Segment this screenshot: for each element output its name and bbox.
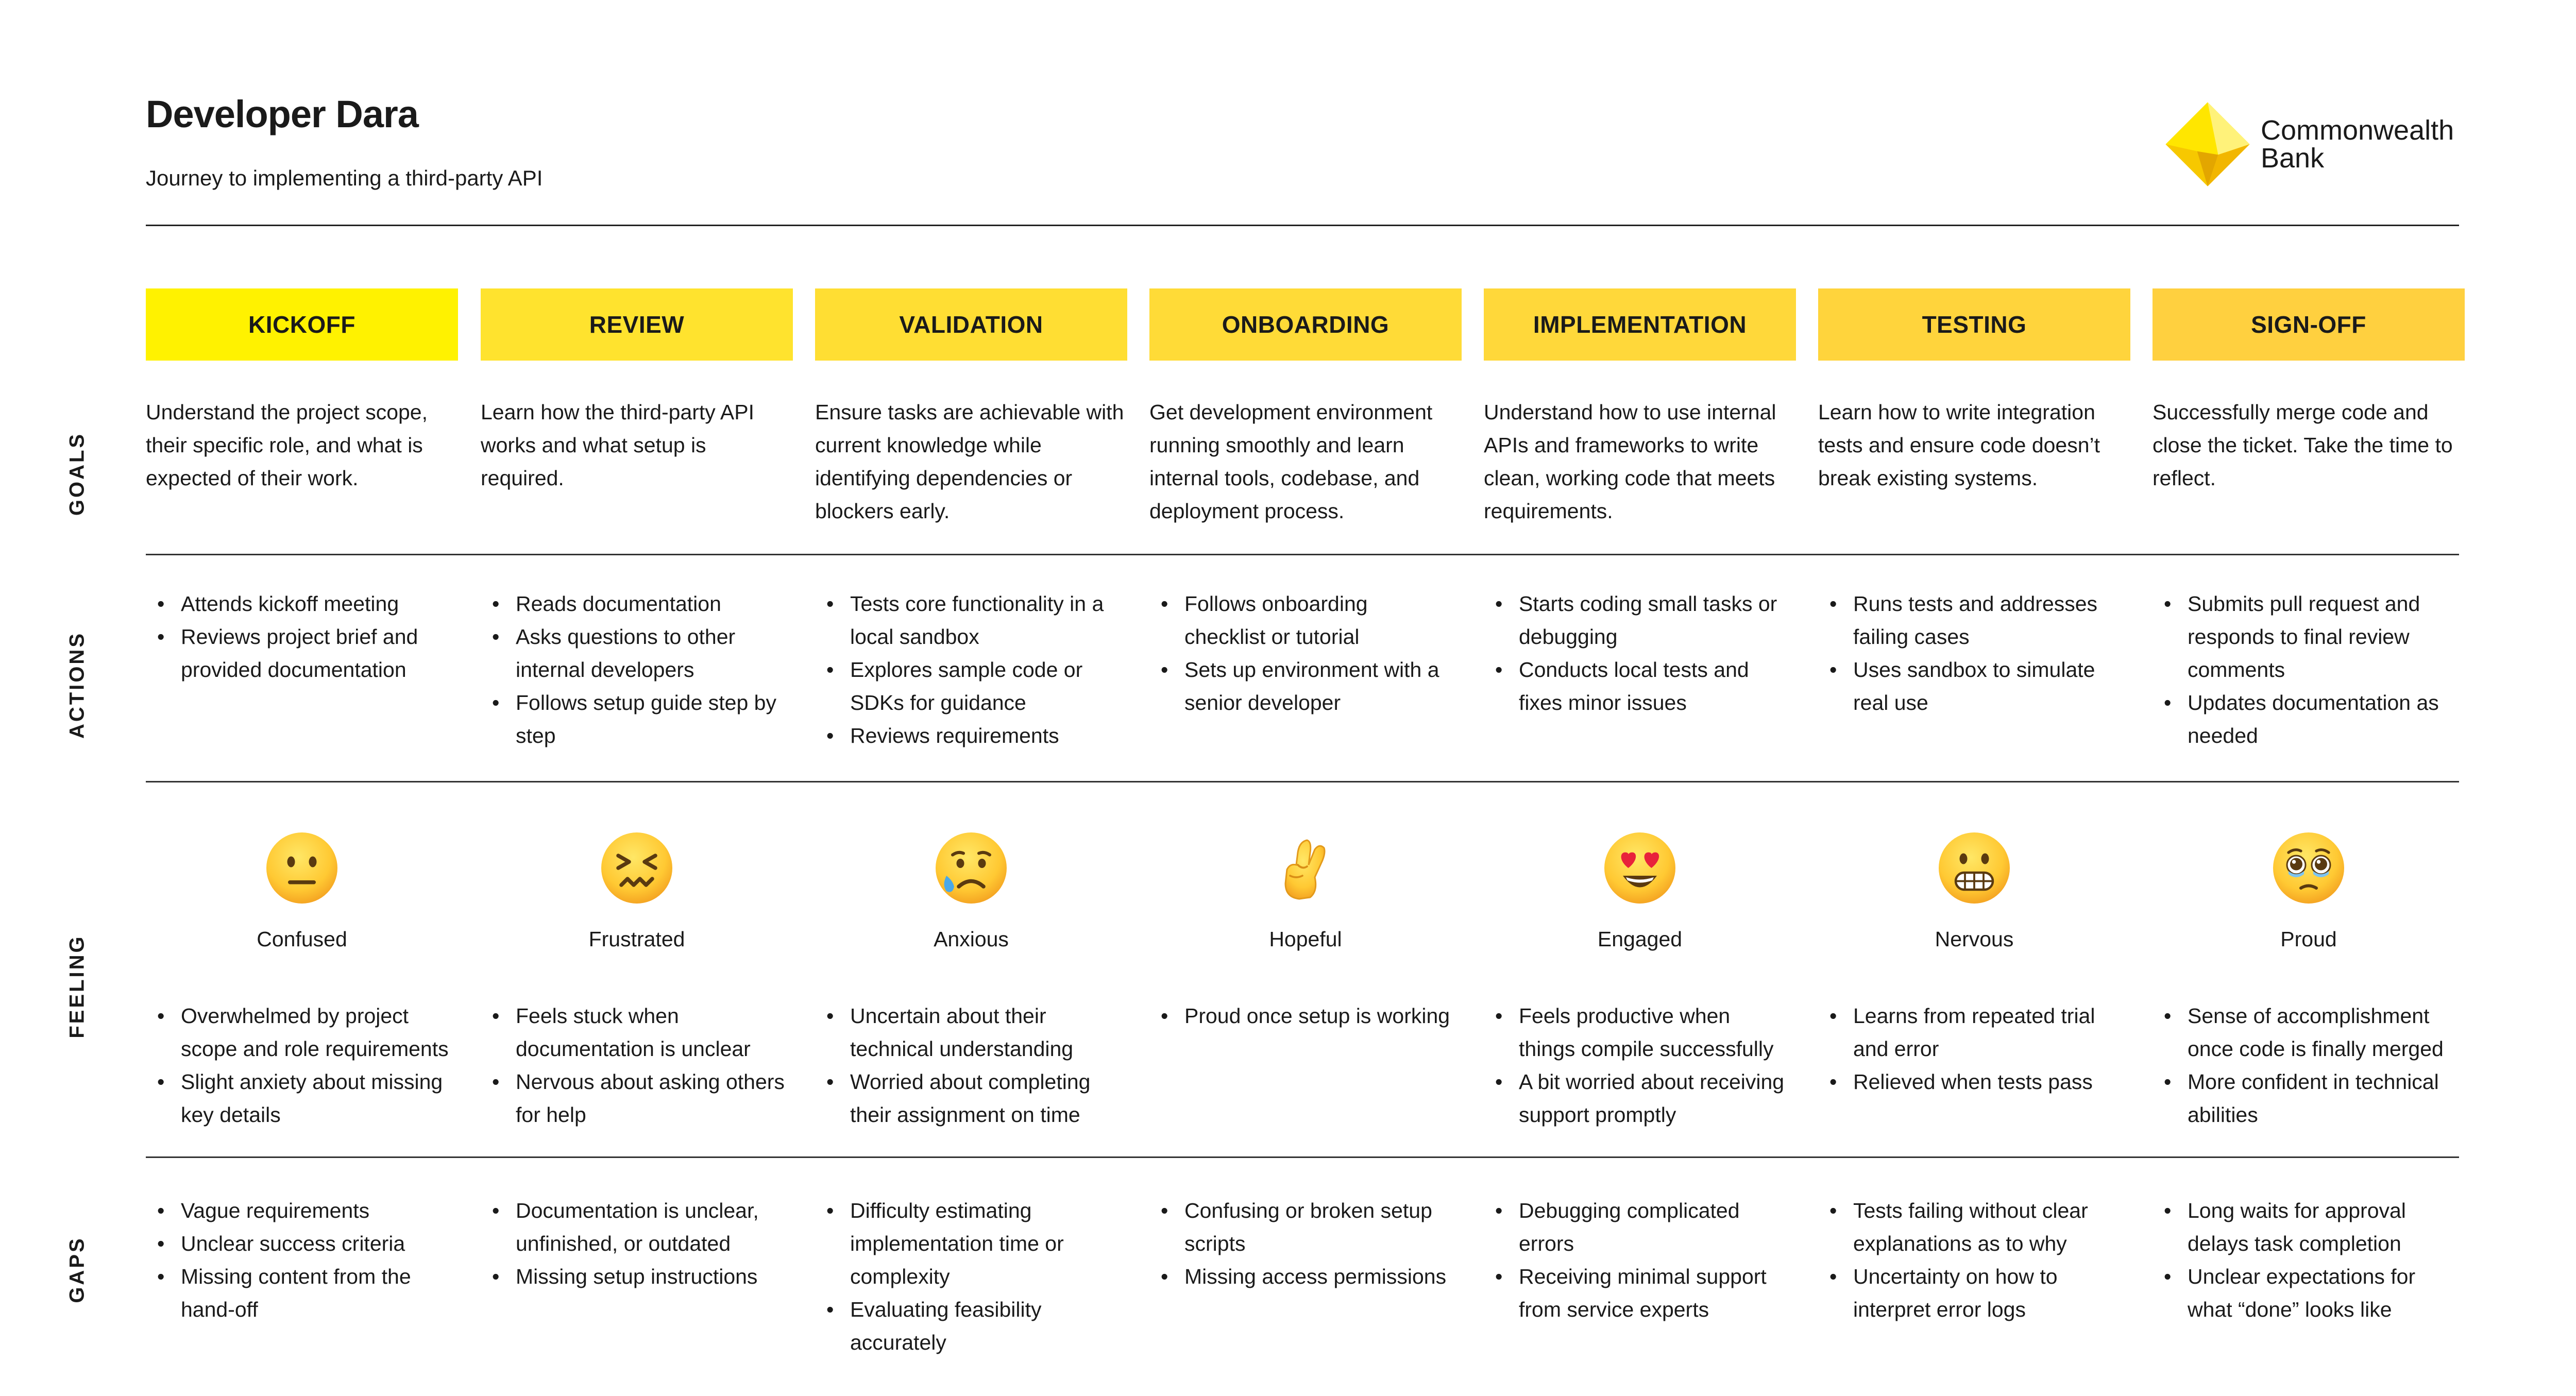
feeling-notes-testing xyxy=(1818,999,2122,1098)
list-item: • Slight anxiety about missing key details xyxy=(146,1065,450,1131)
list-item: • Difficulty estimating implementation time or complexity xyxy=(815,1194,1119,1293)
list-item: • Uncertain about their technical understanding xyxy=(815,999,1119,1065)
list-item: • Submits pull request and responds to final review comments xyxy=(2153,587,2456,686)
actions-list-kickoff xyxy=(146,587,450,686)
gaps-list-onboarding xyxy=(1149,1194,1453,1293)
divider-goals-actions xyxy=(146,554,2459,555)
stage-header-onboarding: ONBOARDING xyxy=(1149,288,1462,361)
confounded-face-icon xyxy=(481,829,793,907)
list-item: • Relieved when tests pass xyxy=(1818,1065,2122,1098)
list-item: • Confusing or broken setup scripts xyxy=(1149,1194,1453,1260)
page-subtitle: Journey to implementing a third-party API xyxy=(146,166,543,190)
holding-back-tears-face-icon xyxy=(2153,829,2465,907)
goal-text-sign-off: Successfully merge code and close the ticket. Take the time to reflect. xyxy=(2153,400,2453,490)
goal-text-onboarding: Get development environment running smoothly and learn internal tools, codebase, and deployment process. xyxy=(1149,400,1433,523)
list-item: • Sets up environment with a senior developer xyxy=(1149,653,1453,719)
divider-actions-feeling xyxy=(146,781,2459,782)
list-item: • Asks questions to other internal developers xyxy=(481,620,785,686)
actions-list-validation xyxy=(815,587,1119,752)
list-item: • A bit worried about receiving support promptly xyxy=(1484,1065,1788,1131)
list-item: • Explores sample code or SDKs for guidance xyxy=(815,653,1119,719)
goal-text-kickoff: Understand the project scope, their specific role, and what is expected of their work. xyxy=(146,400,428,490)
list-item: • Feels productive when things compile successfully xyxy=(1484,999,1788,1065)
page-title: Developer Dara xyxy=(146,93,418,135)
list-item: • Reviews requirements xyxy=(815,719,1119,752)
goal-text-testing: Learn how to write integration tests and ensure code doesn’t break existing systems. xyxy=(1818,400,2100,490)
list-item: • Receiving minimal support from service experts xyxy=(1484,1260,1788,1326)
actions-list-review xyxy=(481,587,785,752)
stage-header-review: REVIEW xyxy=(481,288,793,361)
gaps-list-testing xyxy=(1818,1194,2122,1326)
list-item: • Worried about completing their assignment on time xyxy=(815,1065,1119,1131)
list-item: • Vague requirements xyxy=(146,1194,450,1227)
list-item: • Uncertainty on how to interpret error logs xyxy=(1818,1260,2122,1326)
list-item: • Nervous about asking others for help xyxy=(481,1065,785,1131)
actions-list-onboarding xyxy=(1149,587,1453,719)
list-item: • More confident in technical abilities xyxy=(2153,1065,2456,1131)
stage-header-kickoff: KICKOFF xyxy=(146,288,458,361)
list-item: • Updates documentation as needed xyxy=(2153,686,2456,752)
commonwealth-bank-logo xyxy=(2164,100,2454,188)
stage-header-implementation: IMPLEMENTATION xyxy=(1484,288,1796,361)
list-item: • Long waits for approval delays task completion xyxy=(2153,1194,2456,1260)
sad-sweat-face-icon xyxy=(815,829,1127,907)
list-item: • Unclear success criteria xyxy=(146,1227,450,1260)
list-item: • Overwhelmed by project scope and role requirements xyxy=(146,999,450,1065)
list-item: • Tests core functionality in a local sandbox xyxy=(815,587,1119,653)
gaps-list-sign-off xyxy=(2153,1194,2456,1326)
feeling-label-implementation: Engaged xyxy=(1597,927,1683,951)
divider-feeling-gaps xyxy=(146,1156,2459,1158)
feeling-notes-sign-off xyxy=(2153,999,2456,1131)
list-item: • Reviews project brief and provided documentation xyxy=(146,620,450,686)
list-item: • Uses sandbox to simulate real use xyxy=(1818,653,2122,719)
feeling-label-validation: Anxious xyxy=(934,927,1009,951)
list-item: • Missing access permissions xyxy=(1149,1260,1453,1293)
list-item: • Attends kickoff meeting xyxy=(146,587,450,620)
feeling-notes-implementation xyxy=(1484,999,1788,1131)
header-divider xyxy=(146,225,2459,226)
list-item: • Proud once setup is working xyxy=(1149,999,1453,1032)
goal-text-validation: Ensure tasks are achievable with current knowledge while identifying dependencies or blockers early. xyxy=(815,400,1124,523)
actions-list-implementation xyxy=(1484,587,1788,719)
feeling-label-review: Frustrated xyxy=(588,927,685,951)
commonwealth-bank-diamond-icon xyxy=(2164,100,2251,188)
crossed-fingers-icon xyxy=(1149,829,1462,907)
stage-header-testing: TESTING xyxy=(1818,288,2130,361)
list-item: • Conducts local tests and fixes minor issues xyxy=(1484,653,1788,719)
list-item: • Follows onboarding checklist or tutorial xyxy=(1149,587,1453,653)
list-item: • Feels stuck when documentation is unclear xyxy=(481,999,785,1065)
gaps-list-implementation xyxy=(1484,1194,1788,1326)
list-item: • Learns from repeated trial and error xyxy=(1818,999,2122,1065)
list-item: • Missing setup instructions xyxy=(481,1260,785,1293)
goal-text-implementation: Understand how to use internal APIs and frameworks to write clean, working code that meets requirements. xyxy=(1484,400,1776,523)
list-item: • Missing content from the hand-off xyxy=(146,1260,450,1326)
list-item: • Unclear expectations for what “done” looks like xyxy=(2153,1260,2456,1326)
gaps-list-validation xyxy=(815,1194,1119,1359)
list-item: • Debugging complicated errors xyxy=(1484,1194,1788,1260)
feeling-label-onboarding: Hopeful xyxy=(1269,927,1342,951)
stage-header-validation: VALIDATION xyxy=(815,288,1127,361)
list-item: • Follows setup guide step by step xyxy=(481,686,785,752)
heart-eyes-face-icon xyxy=(1484,829,1796,907)
list-item: • Starts coding small tasks or debugging xyxy=(1484,587,1788,653)
feeling-label-testing: Nervous xyxy=(1935,927,2014,951)
list-item: • Tests failing without clear explanations as to why xyxy=(1818,1194,2122,1260)
gaps-list-kickoff xyxy=(146,1194,450,1326)
neutral-face-icon xyxy=(146,829,458,907)
list-item: • Evaluating feasibility accurately xyxy=(815,1293,1119,1359)
gaps-list-review xyxy=(481,1194,785,1293)
feeling-notes-validation xyxy=(815,999,1119,1131)
actions-list-testing xyxy=(1818,587,2122,719)
list-item: • Reads documentation xyxy=(481,587,785,620)
logo-text-line2: Bank xyxy=(2261,143,2325,174)
feeling-notes-review xyxy=(481,999,785,1131)
feeling-notes-kickoff xyxy=(146,999,450,1131)
list-item: • Sense of accomplishment once code is finally merged xyxy=(2153,999,2456,1065)
feeling-label-kickoff: Confused xyxy=(257,927,347,951)
actions-list-sign-off xyxy=(2153,587,2456,752)
grimacing-face-icon xyxy=(1818,829,2130,907)
list-item: • Documentation is unclear, unfinished, or outdated xyxy=(481,1194,785,1260)
feeling-label-sign-off: Proud xyxy=(2280,927,2337,951)
logo-text-line1: Commonwealth xyxy=(2261,115,2454,146)
feeling-notes-onboarding xyxy=(1149,999,1453,1032)
goal-text-review: Learn how the third-party API works and what setup is required. xyxy=(481,400,755,490)
stage-header-sign-off: SIGN-OFF xyxy=(2153,288,2465,361)
list-item: • Runs tests and addresses failing cases xyxy=(1818,587,2122,653)
